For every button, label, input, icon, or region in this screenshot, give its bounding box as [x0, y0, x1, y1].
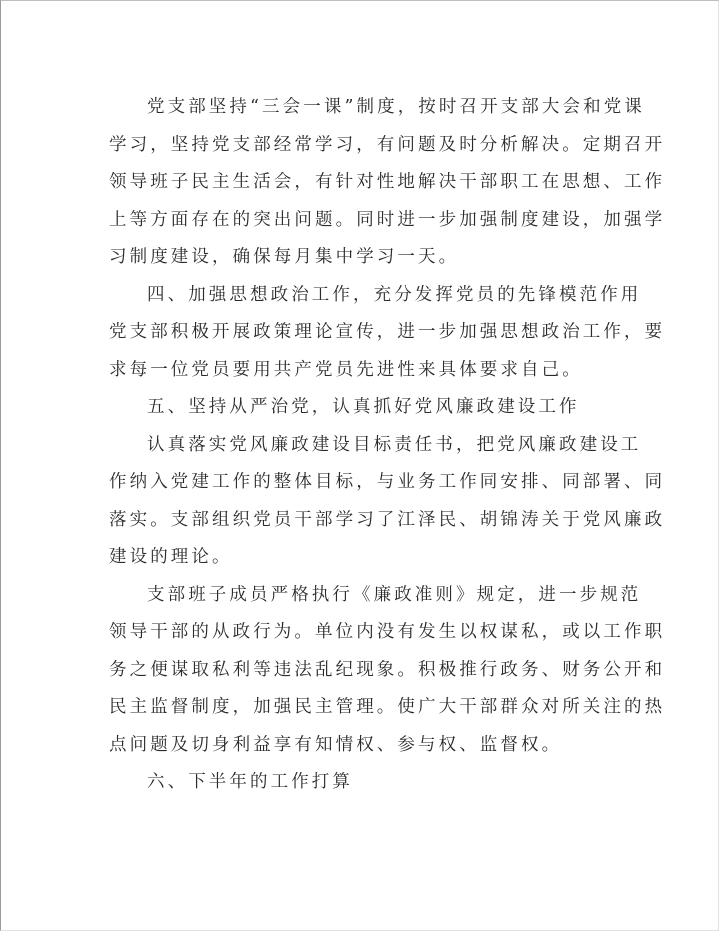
text-line: 点问题及切身利益享有知情权、参与权、监督权。	[109, 734, 563, 755]
heading-line: 五、坚持从严治党，认真抓好党风廉政建设工作	[147, 397, 580, 417]
text-line: 认真落实党风廉政建设目标责任书，把党风廉政建设工	[147, 434, 642, 455]
paragraph-clean-governance	[109, 427, 666, 577]
section-heading-six	[109, 764, 619, 802]
text-line: 习制度建设，确保每月集中学习一天。	[109, 247, 460, 267]
text-line: 作纳入党建工作的整体目标，与业务工作同安排、同部署、同	[109, 472, 666, 492]
text-line: 学习，坚持党支部经常学习，有问题及时分析解决。定期召开	[109, 134, 666, 155]
text-line: 民主监督制度，加强民主管理。使广大干部群众对所关注的热	[109, 697, 666, 717]
text-line: 建设的理论。	[109, 547, 233, 567]
section-heading-four	[109, 277, 642, 315]
section-heading-five	[109, 389, 619, 427]
text-line: 支部班子成员严格执行《廉政准则》规定，进一步规范	[147, 584, 642, 605]
text-line: 务之便谋取私利等违法乱纪现象。积极推行政务、财务公开和	[109, 659, 666, 680]
paragraph-party-system	[109, 89, 666, 277]
text-line: 落实。支部组织党员干部学习了江泽民、胡锦涛关于党风廉政	[109, 509, 666, 530]
text-line: 领导班子民主生活会，有针对性地解决干部职工在思想、工作	[109, 172, 666, 192]
text-line: 领导干部的从政行为。单位内没有发生以权谋私，或以工作职	[109, 622, 666, 642]
heading-line: 六、下半年的工作打算	[147, 772, 353, 792]
paragraph-integrity-rules	[109, 577, 666, 765]
document-body	[109, 89, 666, 802]
paragraph-political-work	[109, 314, 666, 389]
text-line: 党支部积极开展政策理论宣传，进一步加强思想政治工作，要	[109, 322, 666, 342]
heading-line: 四、加强思想政治工作，充分发挥党员的先锋模范作用	[147, 284, 642, 305]
text-line: 求每一位党员要用共产党员先进性来具体要求自己。	[109, 359, 583, 380]
text-line: 上等方面存在的突出问题。同时进一步加强制度建设，加强学	[109, 209, 666, 230]
text-line: 党支部坚持“三会一课”制度，按时召开支部大会和党课	[147, 97, 645, 117]
